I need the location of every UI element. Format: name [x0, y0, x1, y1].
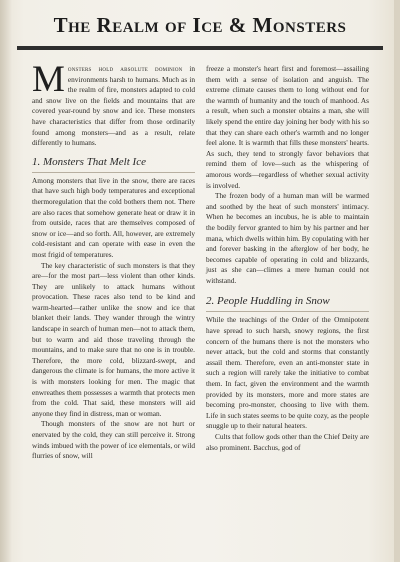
paragraph: Though monsters of the snow are not hurt or enervated by the cold, they can still perceive it. Strong winds imbued with the power of ice elementals, or wild flurries of snow, will: [32, 419, 195, 461]
right-column: [206, 64, 369, 453]
paragraph: The key characteristic of such monsters is that they are—for the most part—less violent than other kinds. They are unlikely to attack humans without provocation. These races also tend to be kind and warm-hearted—rather unlike the snow and ice that blanket their lands. They wander through the wintry landscape in search of human men—not to attack them, but to warm and aid those traveling through the mountains, and to make sure that no one is in trouble. Therefore, the more cold, blizzard-swept, and dangerous the climate is for humans, the more active it is with monsters looking for men. The magic that enwreathes them possesses a warmth that protects men from the cold. That said, these monsters will aid anyone they find in distress, man or woman.: [32, 260, 195, 418]
title-rule: [17, 46, 383, 50]
page-edge: [394, 0, 400, 562]
section-heading-2: 2. People Huddling in Snow: [206, 295, 369, 312]
intro-text: in environments harsh to humans. Much as in the realm of fire, monsters adapted to cold and snow live on the fields and mountains that are covered year-round by snow and ice. These monsters have characteristics that differ from those ordinarily found among monsters—and as a result, relate differently to humans.: [32, 64, 195, 148]
drop-cap: M: [32, 59, 65, 100]
paragraph: The frozen body of a human man will be warmed and soothed by the heat of such monsters' intimacy. When he becomes an incubus, he is able to maintain the bodily fervor granted to him by his partner and her mana, which dwells within him. By copulating with her and forever basking in the afterglow of her body, he becomes capable of operating in cold and blizzards, just as she can—climes a mere human could not withstand.: [206, 191, 369, 285]
section-heading-1: 1. Monsters That Melt Ice: [32, 156, 195, 173]
paragraph: While the teachings of the Order of the Omnipotent have spread to such harsh, snowy regions, the first concern of the humans there is not the monsters who never attack, but the cold and storms that constantly assail them. Therefore, even an anti-monster state in such a region will rarely take the initiative to combat them. In fact, given the environment and the warmth provided by its monsters, more and more states are becoming pro-monster, choosing to live with them. Life in such states seems to be quite cozy, as the people snuggle up to their natural heaters.: [206, 315, 369, 431]
paragraph: freeze a monster's heart first and foremost—assailing them with a sense of isolation and anguish. The extreme climate causes them to long without end for the warmth of humanity and the touch of manhood. As a result, when such a monster obtains a man, she will likely spend the entire day joining her body with his so that they can share each other's warmth and no longer feel alone. It is warmth that fills these monsters' hearts. As such, they tend to strongly favor behaviors that remind them of love—such as the whispering of amorous words—regardless of whether sexual activity is involved.: [206, 64, 369, 190]
page-title: The Realm of Ice & Monsters: [53, 13, 347, 37]
left-column: [32, 59, 195, 462]
paragraph: Among monsters that live in the snow, there are races that have such high body temperatures and exceptional thermoregulation that the cold bothers them not. There are also races that somehow generate heat or draw it in from outside, races that are themselves composed of snow or ice—and so forth. All, however, are extremely cold-resistant and can operate with ease in even the most frigid of temperatures.: [32, 175, 195, 259]
intro-paragraph: [32, 59, 195, 149]
page-binding-shadow: [0, 0, 12, 562]
intro-smallcaps: onsters hold absolute dominion: [67, 64, 183, 73]
paragraph: Cults that follow gods other than the Chief Deity are also prominent. Bacchus, god of: [206, 432, 369, 452]
